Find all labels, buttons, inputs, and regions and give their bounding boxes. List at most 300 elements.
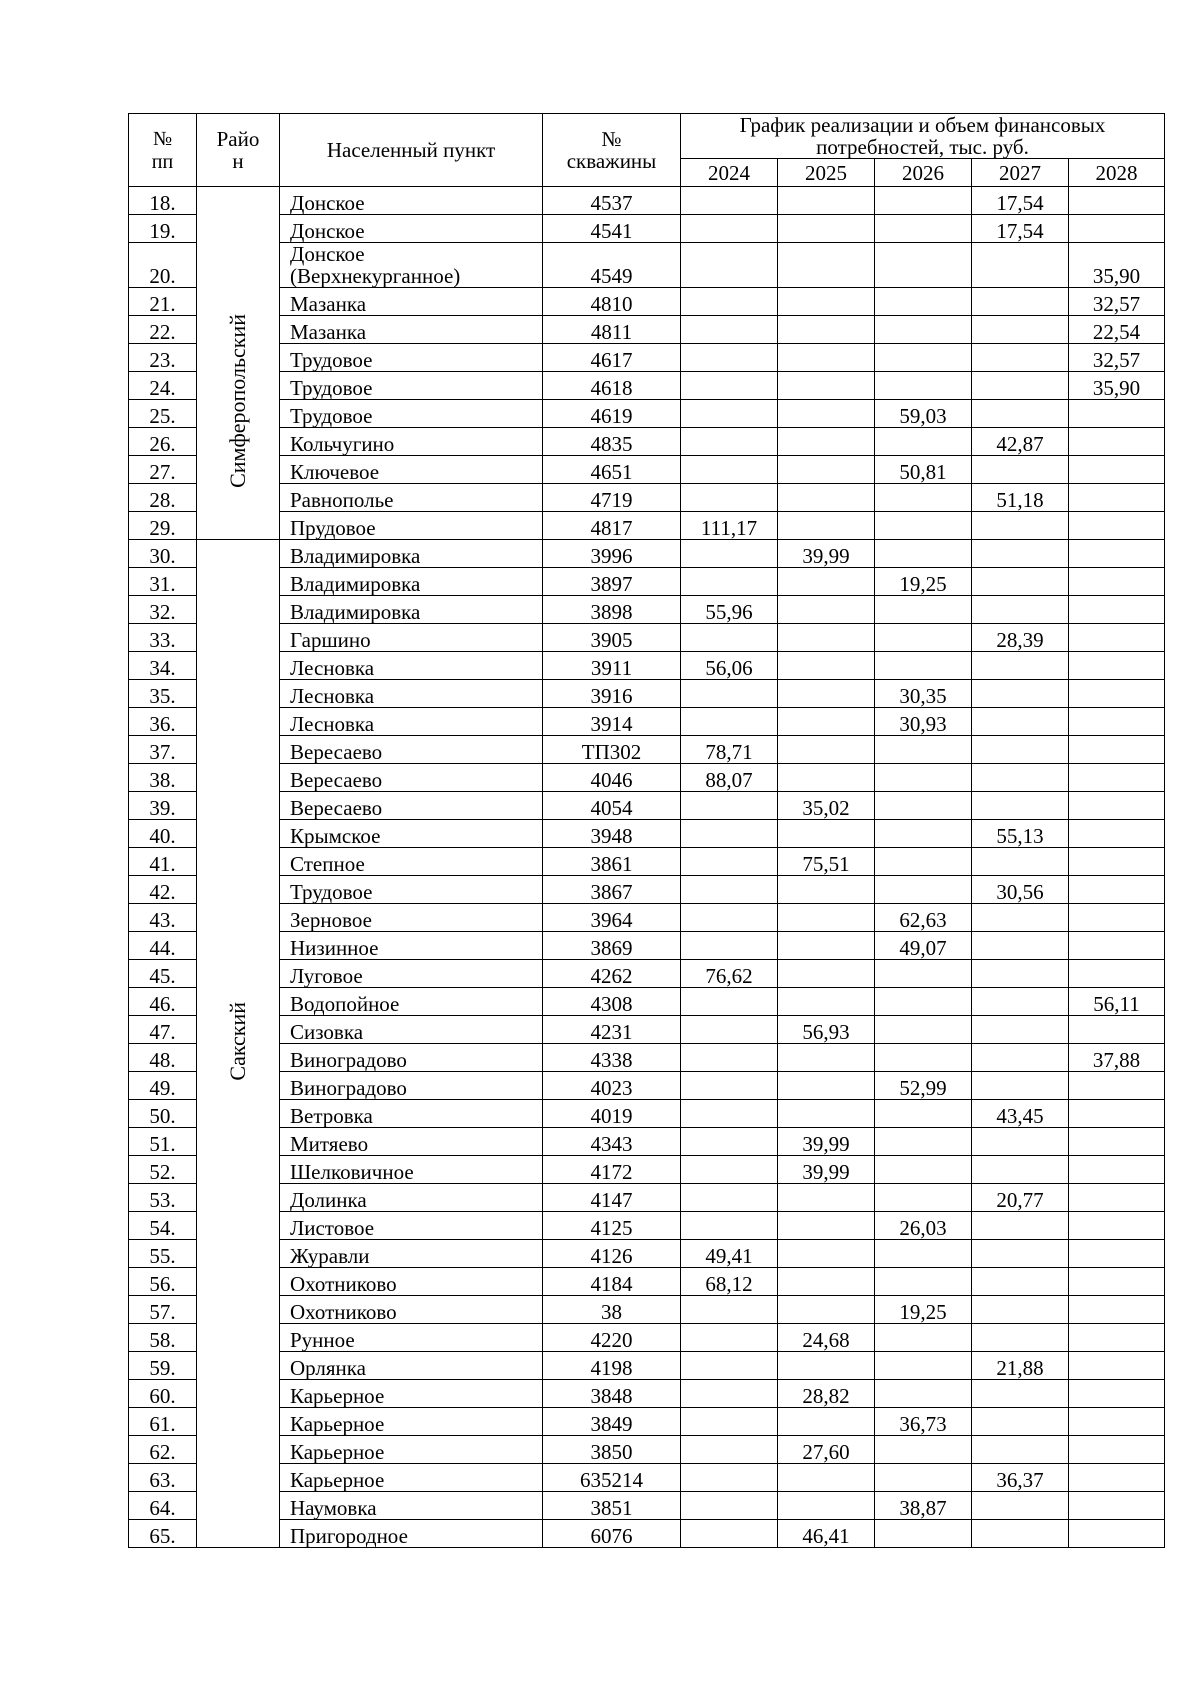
settlement-name: Орлянка: [280, 1352, 543, 1380]
well-number: 6076: [543, 1520, 681, 1548]
value-2024: [681, 792, 778, 820]
value-2026: 26,03: [875, 1212, 972, 1240]
value-2027: [972, 708, 1069, 736]
value-2028: 35,90: [1069, 372, 1165, 400]
settlement-name: Трудовое: [280, 372, 543, 400]
value-2027: [972, 1156, 1069, 1184]
well-number: 4054: [543, 792, 681, 820]
row-number: 55.: [129, 1240, 197, 1268]
settlement-name: Наумовка: [280, 1492, 543, 1520]
value-2028: [1069, 1016, 1165, 1044]
value-2025: [778, 1212, 875, 1240]
value-2024: [681, 1408, 778, 1436]
value-2027: [972, 400, 1069, 428]
well-number: 3849: [543, 1408, 681, 1436]
well-number: 4617: [543, 344, 681, 372]
table-row: [129, 1100, 1165, 1128]
value-2028: [1069, 1128, 1165, 1156]
value-2024: 68,12: [681, 1268, 778, 1296]
value-2028: [1069, 1492, 1165, 1520]
value-2026: [875, 187, 972, 215]
settlement-name: Ветровка: [280, 1100, 543, 1128]
row-number: 65.: [129, 1520, 197, 1548]
value-2024: [681, 1352, 778, 1380]
row-number: 22.: [129, 316, 197, 344]
row-number: 50.: [129, 1100, 197, 1128]
value-2026: 52,99: [875, 1072, 972, 1100]
value-2025: [778, 960, 875, 988]
well-number: 4019: [543, 1100, 681, 1128]
table-row: [129, 624, 1165, 652]
well-number: 3848: [543, 1380, 681, 1408]
value-2025: [778, 428, 875, 456]
value-2028: [1069, 1268, 1165, 1296]
value-2025: 35,02: [778, 792, 875, 820]
value-2027: [972, 652, 1069, 680]
value-2026: [875, 988, 972, 1016]
table-row: [129, 1408, 1165, 1436]
value-2027: 17,54: [972, 187, 1069, 215]
value-2025: [778, 1044, 875, 1072]
value-2027: 51,18: [972, 484, 1069, 512]
value-2026: [875, 792, 972, 820]
table-row: [129, 652, 1165, 680]
value-2027: [972, 736, 1069, 764]
value-2025: 28,82: [778, 1380, 875, 1408]
value-2028: [1069, 1156, 1165, 1184]
header-row-top: [129, 114, 1165, 159]
value-2026: [875, 1436, 972, 1464]
value-2027: [972, 1268, 1069, 1296]
row-number: 52.: [129, 1156, 197, 1184]
table-row: [129, 1184, 1165, 1212]
value-2027: [972, 596, 1069, 624]
value-2026: [875, 1128, 972, 1156]
well-number: 3916: [543, 680, 681, 708]
value-2026: [875, 1156, 972, 1184]
table-body: [129, 187, 1165, 1548]
settlement-name: Степное: [280, 848, 543, 876]
well-number: 3897: [543, 568, 681, 596]
row-number: 28.: [129, 484, 197, 512]
value-2025: [778, 1184, 875, 1212]
value-2024: 56,06: [681, 652, 778, 680]
well-number: 4184: [543, 1268, 681, 1296]
value-2028: [1069, 1296, 1165, 1324]
value-2026: [875, 484, 972, 512]
table-row: [129, 1156, 1165, 1184]
header-district: [197, 114, 280, 187]
row-number: 48.: [129, 1044, 197, 1072]
value-2027: 20,77: [972, 1184, 1069, 1212]
value-2028: [1069, 1240, 1165, 1268]
value-2028: [1069, 568, 1165, 596]
value-2024: [681, 1044, 778, 1072]
row-number: 62.: [129, 1436, 197, 1464]
settlement-name: Пригородное: [280, 1520, 543, 1548]
well-number: 4231: [543, 1016, 681, 1044]
value-2028: [1069, 1352, 1165, 1380]
table-row: [129, 792, 1165, 820]
settlement-name: Трудовое: [280, 344, 543, 372]
header-schedule: График реализации и объем финансовых потребностей, тыс. руб.: [681, 114, 1165, 159]
value-2026: 19,25: [875, 568, 972, 596]
well-number: 4817: [543, 512, 681, 540]
well-number: 4046: [543, 764, 681, 792]
well-number: 3996: [543, 540, 681, 568]
well-number: 3905: [543, 624, 681, 652]
value-2024: [681, 1380, 778, 1408]
value-2028: [1069, 652, 1165, 680]
settlement-name: Мазанка: [280, 316, 543, 344]
value-2026: 30,93: [875, 708, 972, 736]
value-2024: [681, 400, 778, 428]
value-2025: [778, 1100, 875, 1128]
value-2027: [972, 1212, 1069, 1240]
settlement-name: Трудовое: [280, 400, 543, 428]
value-2028: [1069, 540, 1165, 568]
table-row: [129, 1044, 1165, 1072]
well-number: 4220: [543, 1324, 681, 1352]
row-number: 39.: [129, 792, 197, 820]
table-row: [129, 243, 1165, 288]
value-2028: 37,88: [1069, 1044, 1165, 1072]
table-row: [129, 1436, 1165, 1464]
value-2026: [875, 288, 972, 316]
settlement-name: Карьерное: [280, 1436, 543, 1464]
table-row: [129, 288, 1165, 316]
settlement-name: Водопойное: [280, 988, 543, 1016]
well-number: 4147: [543, 1184, 681, 1212]
value-2028: [1069, 1100, 1165, 1128]
value-2025: [778, 484, 875, 512]
row-number: 20.: [129, 243, 197, 288]
value-2026: [875, 1464, 972, 1492]
well-number: 3914: [543, 708, 681, 736]
well-number: 4172: [543, 1156, 681, 1184]
value-2028: [1069, 624, 1165, 652]
table-row: [129, 344, 1165, 372]
value-2025: [778, 624, 875, 652]
well-number: ТП302: [543, 736, 681, 764]
well-number: 4835: [543, 428, 681, 456]
row-number: 41.: [129, 848, 197, 876]
well-number: 4549: [543, 243, 681, 288]
value-2027: [972, 372, 1069, 400]
value-2027: 28,39: [972, 624, 1069, 652]
well-number: 4023: [543, 1072, 681, 1100]
value-2026: [875, 1100, 972, 1128]
table-row: [129, 456, 1165, 484]
settlement-name: Карьерное: [280, 1464, 543, 1492]
settlement-name: Шелковичное: [280, 1156, 543, 1184]
row-number: 49.: [129, 1072, 197, 1100]
table-row: [129, 1268, 1165, 1296]
value-2025: [778, 400, 875, 428]
value-2024: 49,41: [681, 1240, 778, 1268]
value-2025: 75,51: [778, 848, 875, 876]
value-2028: [1069, 1464, 1165, 1492]
settlement-name: Донское: [280, 187, 543, 215]
row-number: 42.: [129, 876, 197, 904]
table-row: [129, 904, 1165, 932]
settlement-name: Охотниково: [280, 1268, 543, 1296]
value-2027: [972, 792, 1069, 820]
row-number: 35.: [129, 680, 197, 708]
row-number: 43.: [129, 904, 197, 932]
well-number: 4262: [543, 960, 681, 988]
value-2024: [681, 344, 778, 372]
value-2024: [681, 1464, 778, 1492]
value-2028: [1069, 428, 1165, 456]
table-row: [129, 1492, 1165, 1520]
value-2024: [681, 1324, 778, 1352]
value-2025: [778, 316, 875, 344]
value-2024: 111,17: [681, 512, 778, 540]
settlement-name: Вересаево: [280, 764, 543, 792]
value-2028: [1069, 904, 1165, 932]
value-2028: [1069, 708, 1165, 736]
value-2027: [972, 540, 1069, 568]
value-2025: [778, 215, 875, 243]
row-number: 57.: [129, 1296, 197, 1324]
value-2025: [778, 512, 875, 540]
value-2027: [972, 1408, 1069, 1436]
row-number: 23.: [129, 344, 197, 372]
value-2028: [1069, 764, 1165, 792]
value-2025: [778, 1072, 875, 1100]
row-number: 30.: [129, 540, 197, 568]
value-2027: [972, 1492, 1069, 1520]
value-2027: [972, 243, 1069, 288]
row-number: 44.: [129, 932, 197, 960]
settlement-name: Лесновка: [280, 708, 543, 736]
value-2028: [1069, 1436, 1165, 1464]
value-2027: [972, 1324, 1069, 1352]
value-2026: [875, 1044, 972, 1072]
settlement-name: Луговое: [280, 960, 543, 988]
header-district-label: Райо н: [216, 127, 260, 173]
value-2028: [1069, 596, 1165, 624]
header-place: Населенный пункт: [280, 114, 543, 187]
value-2025: [778, 1492, 875, 1520]
table-row: [129, 1240, 1165, 1268]
table-row: [129, 400, 1165, 428]
value-2027: [972, 316, 1069, 344]
table-row: [129, 708, 1165, 736]
well-number: 4541: [543, 215, 681, 243]
header-well: [543, 114, 681, 187]
row-number: 58.: [129, 1324, 197, 1352]
well-number: 4719: [543, 484, 681, 512]
value-2026: 36,73: [875, 1408, 972, 1436]
value-2026: [875, 1268, 972, 1296]
value-2024: [681, 1156, 778, 1184]
value-2025: [778, 243, 875, 288]
value-2027: [972, 1044, 1069, 1072]
value-2028: [1069, 1408, 1165, 1436]
header-year-2028: 2028: [1069, 159, 1165, 187]
row-number: 46.: [129, 988, 197, 1016]
table-row: [129, 988, 1165, 1016]
table-row: [129, 848, 1165, 876]
value-2028: [1069, 215, 1165, 243]
settlement-name: Владимировка: [280, 596, 543, 624]
value-2025: [778, 596, 875, 624]
row-number: 31.: [129, 568, 197, 596]
table-row: [129, 428, 1165, 456]
settlement-name: Долинка: [280, 1184, 543, 1212]
row-number: 56.: [129, 1268, 197, 1296]
settlement-name: Рунное: [280, 1324, 543, 1352]
value-2027: [972, 568, 1069, 596]
value-2026: [875, 876, 972, 904]
value-2025: [778, 456, 875, 484]
table-row: [129, 568, 1165, 596]
settlement-name: Донское (Верхнекурганное): [280, 243, 543, 288]
value-2028: [1069, 1380, 1165, 1408]
table-row: [129, 932, 1165, 960]
row-number: 25.: [129, 400, 197, 428]
value-2026: 59,03: [875, 400, 972, 428]
well-number: 3867: [543, 876, 681, 904]
settlement-name: Трудовое: [280, 876, 543, 904]
settlement-name: Сизовка: [280, 1016, 543, 1044]
settlement-name: Карьерное: [280, 1408, 543, 1436]
settlement-name: Лесновка: [280, 652, 543, 680]
settlement-name: Вересаево: [280, 736, 543, 764]
well-number: 3898: [543, 596, 681, 624]
value-2027: [972, 1240, 1069, 1268]
value-2027: [972, 848, 1069, 876]
value-2025: [778, 568, 875, 596]
value-2026: [875, 848, 972, 876]
value-2025: [778, 876, 875, 904]
financing-schedule-table: [128, 113, 1165, 1548]
row-number: 45.: [129, 960, 197, 988]
district-name: Сакский: [225, 1002, 250, 1081]
value-2026: [875, 344, 972, 372]
table-row: [129, 1520, 1165, 1548]
well-number: 3964: [543, 904, 681, 932]
well-number: 4537: [543, 187, 681, 215]
table-row: [129, 1128, 1165, 1156]
value-2027: 43,45: [972, 1100, 1069, 1128]
value-2025: [778, 764, 875, 792]
value-2026: [875, 215, 972, 243]
value-2024: [681, 1436, 778, 1464]
value-2026: [875, 1016, 972, 1044]
settlement-name: Прудовое: [280, 512, 543, 540]
well-number: 3869: [543, 932, 681, 960]
well-number: 3851: [543, 1492, 681, 1520]
value-2028: [1069, 1520, 1165, 1548]
value-2028: [1069, 1072, 1165, 1100]
well-number: 3850: [543, 1436, 681, 1464]
value-2028: [1069, 820, 1165, 848]
value-2025: [778, 344, 875, 372]
settlement-name: Листовое: [280, 1212, 543, 1240]
value-2024: [681, 1296, 778, 1324]
value-2026: [875, 820, 972, 848]
value-2025: 39,99: [778, 1128, 875, 1156]
row-number: 24.: [129, 372, 197, 400]
row-number: 34.: [129, 652, 197, 680]
settlement-name: Гаршино: [280, 624, 543, 652]
well-number: 4343: [543, 1128, 681, 1156]
settlement-name: Владимировка: [280, 568, 543, 596]
value-2025: [778, 680, 875, 708]
row-number: 59.: [129, 1352, 197, 1380]
row-number: 32.: [129, 596, 197, 624]
value-2024: [681, 428, 778, 456]
value-2025: [778, 1408, 875, 1436]
table-row: [129, 1464, 1165, 1492]
value-2024: [681, 1492, 778, 1520]
value-2027: [972, 344, 1069, 372]
value-2027: [972, 1072, 1069, 1100]
value-2028: [1069, 512, 1165, 540]
table-row: [129, 215, 1165, 243]
value-2024: [681, 456, 778, 484]
value-2024: [681, 932, 778, 960]
table-row: [129, 960, 1165, 988]
row-number: 63.: [129, 1464, 197, 1492]
value-2028: 22,54: [1069, 316, 1165, 344]
value-2025: [778, 1240, 875, 1268]
well-number: 635214: [543, 1464, 681, 1492]
value-2024: [681, 848, 778, 876]
header-year-2026: 2026: [875, 159, 972, 187]
well-number: 3911: [543, 652, 681, 680]
value-2028: [1069, 187, 1165, 215]
value-2024: [681, 1016, 778, 1044]
value-2024: [681, 624, 778, 652]
value-2027: [972, 1016, 1069, 1044]
row-number: 60.: [129, 1380, 197, 1408]
value-2025: 39,99: [778, 540, 875, 568]
value-2026: [875, 372, 972, 400]
value-2024: 55,96: [681, 596, 778, 624]
row-number: 21.: [129, 288, 197, 316]
value-2025: [778, 932, 875, 960]
well-number: 4338: [543, 1044, 681, 1072]
value-2025: [778, 372, 875, 400]
value-2026: [875, 1380, 972, 1408]
value-2027: 42,87: [972, 428, 1069, 456]
value-2024: [681, 372, 778, 400]
table-row: [129, 1296, 1165, 1324]
value-2026: [875, 428, 972, 456]
value-2024: [681, 1184, 778, 1212]
value-2026: [875, 1520, 972, 1548]
value-2025: 46,41: [778, 1520, 875, 1548]
row-number: 61.: [129, 1408, 197, 1436]
value-2025: [778, 187, 875, 215]
settlement-name: Кольчугино: [280, 428, 543, 456]
well-number: 4126: [543, 1240, 681, 1268]
settlement-name: Охотниково: [280, 1296, 543, 1324]
table-row: [129, 484, 1165, 512]
value-2027: [972, 1296, 1069, 1324]
value-2024: [681, 215, 778, 243]
value-2024: [681, 988, 778, 1016]
value-2028: [1069, 484, 1165, 512]
settlement-name: Владимировка: [280, 540, 543, 568]
table-row: [129, 512, 1165, 540]
settlement-name: Виноградово: [280, 1044, 543, 1072]
value-2025: [778, 904, 875, 932]
